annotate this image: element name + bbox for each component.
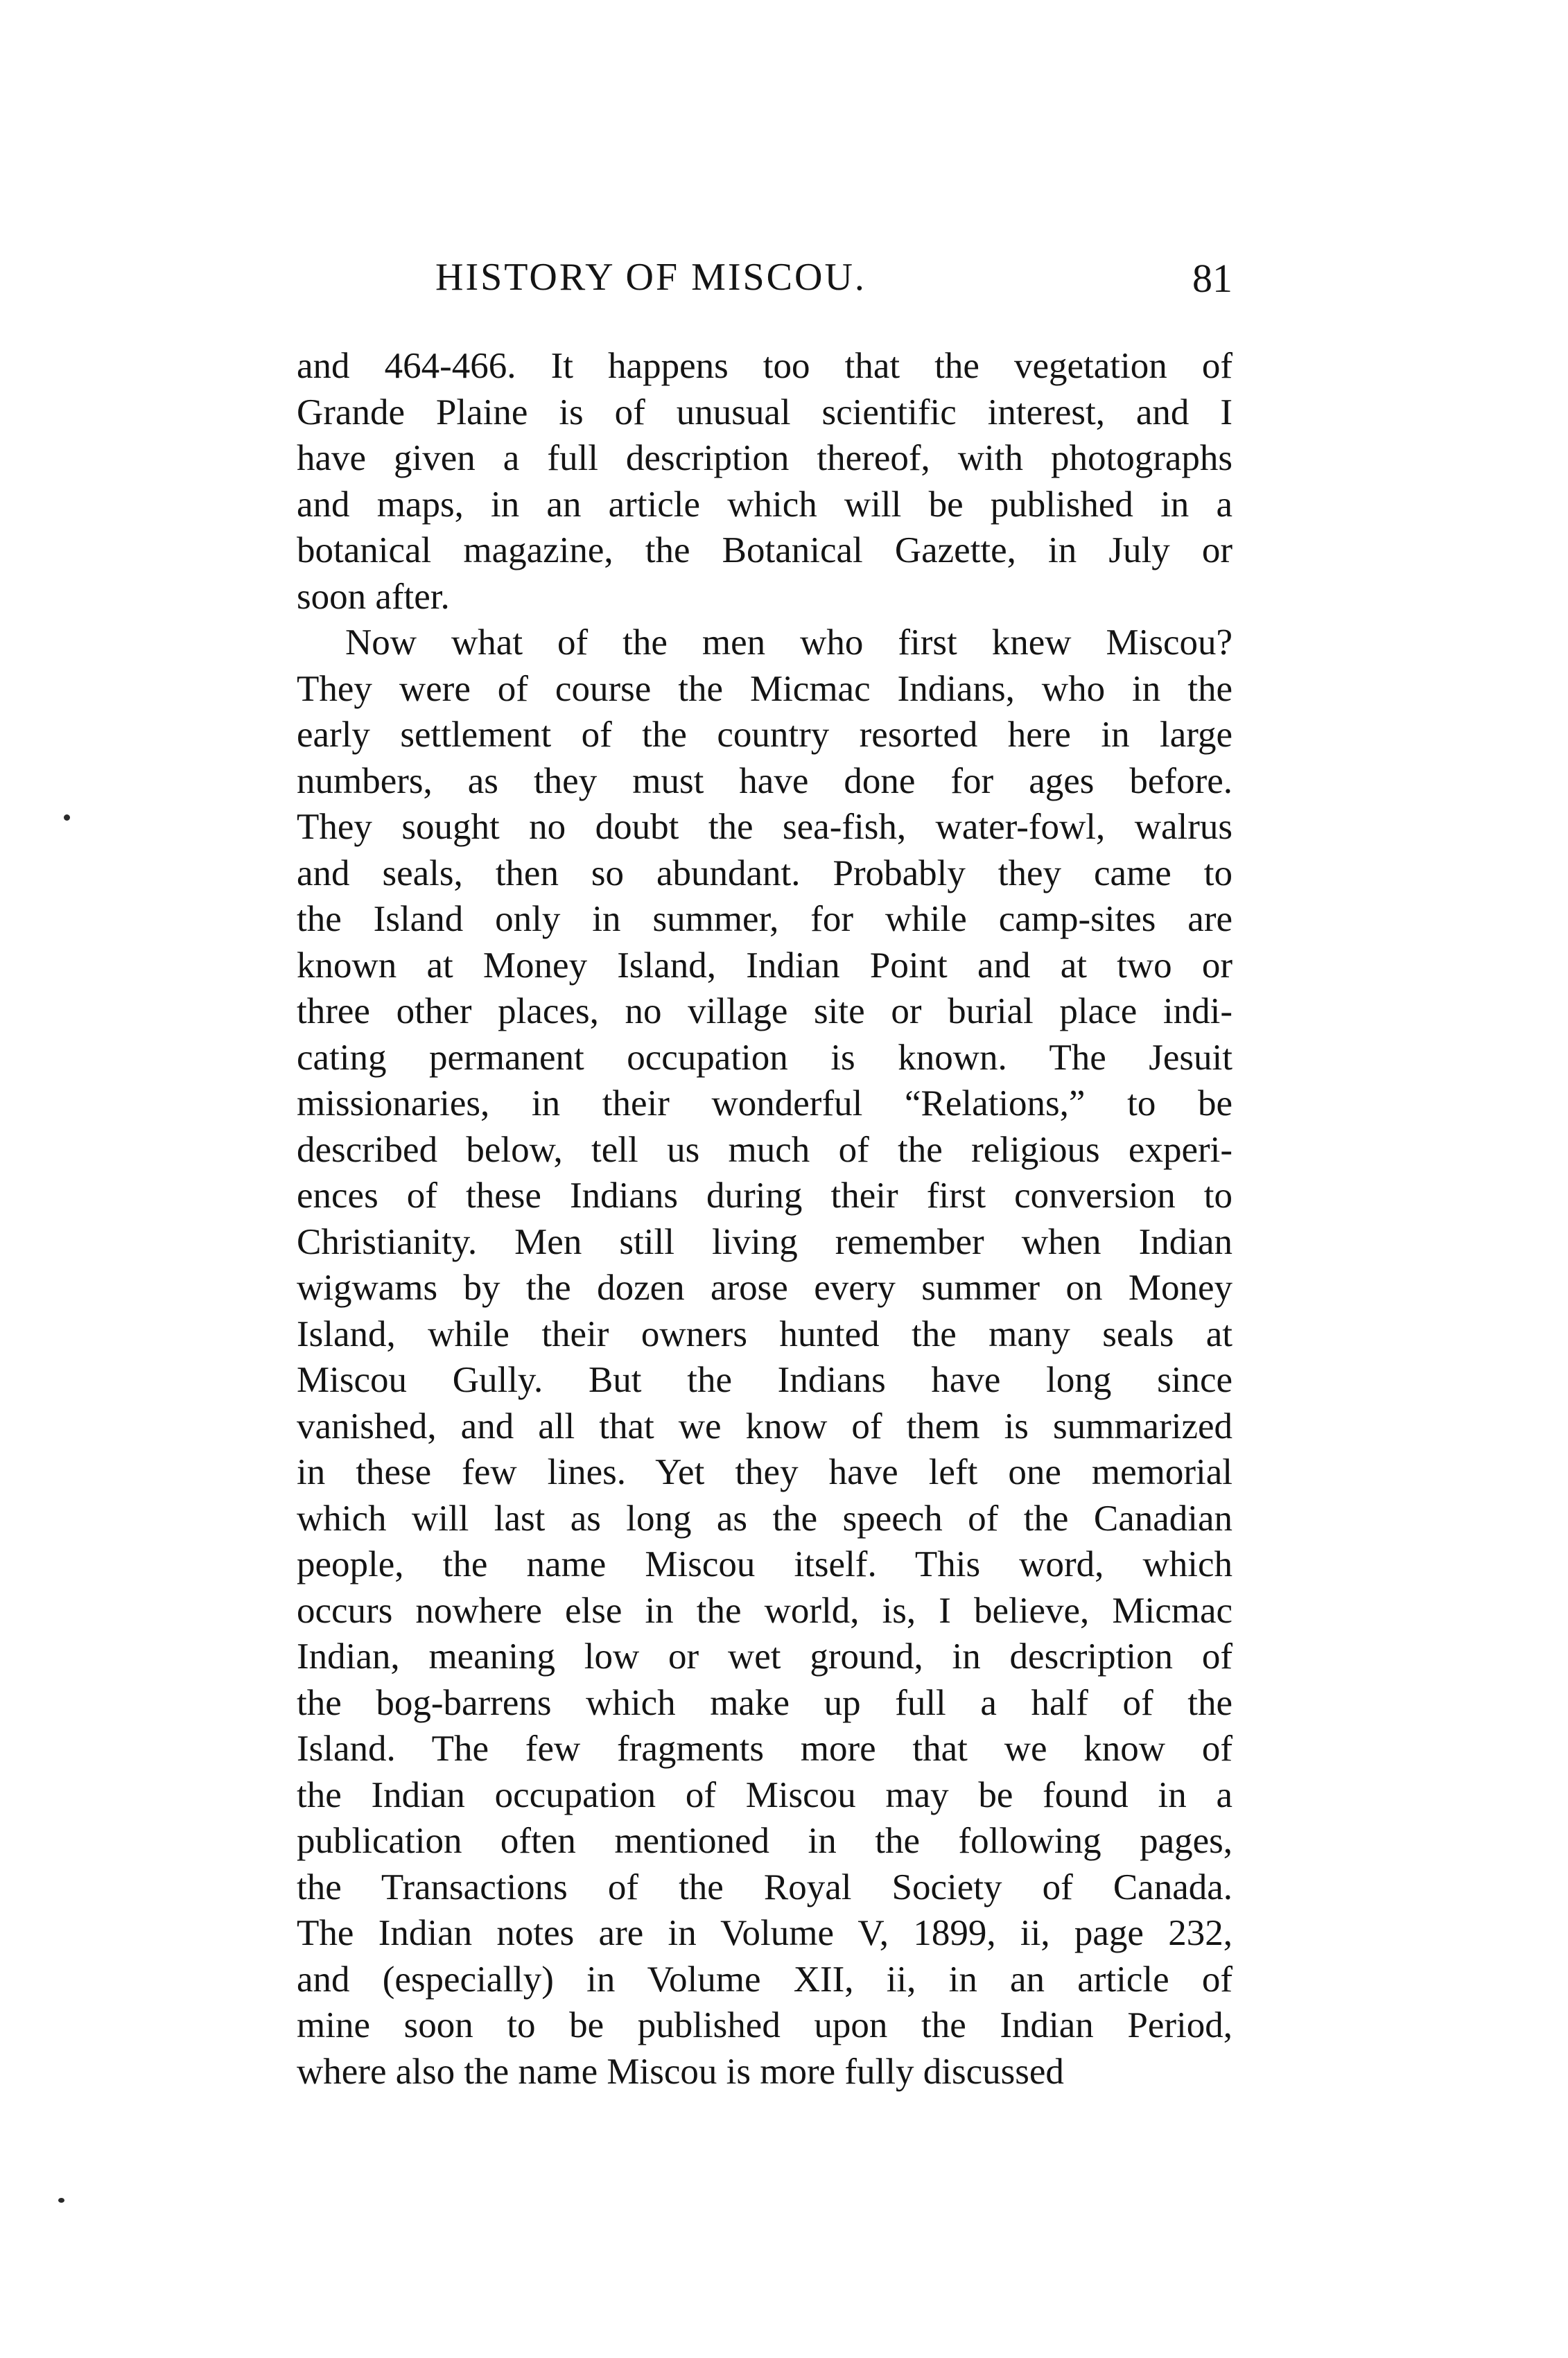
text-line: where also the name Miscou is more fully discussed — [297, 2051, 1064, 2092]
text-line: numbers, as they must have done for ages before. — [297, 760, 1232, 801]
text-line: three other places, no village site or burial place indi- — [297, 991, 1232, 1031]
text-line: people, the name Miscou itself. This word, which — [297, 1544, 1232, 1584]
text-line: Miscou Gully. But the Indians have long since — [297, 1360, 1232, 1400]
text-line: the Indian occupation of Miscou may be found in a — [297, 1774, 1232, 1815]
text-line: Indian, meaning low or wet ground, in description of — [297, 1636, 1232, 1677]
running-head: HISTORY OF MISCOU. — [435, 256, 866, 299]
page-number: 81 — [1192, 256, 1232, 301]
text-line: and seals, then so abundant. Probably they came to — [297, 853, 1232, 893]
text-line: vanished, and all that we know of them is summarized — [297, 1406, 1232, 1447]
text-line: Island. The few fragments more that we know of — [297, 1729, 1232, 1769]
text-line: the Island only in summer, for while camp-sites are — [297, 899, 1232, 939]
text-line: botanical magazine, the Botanical Gazette, in July or — [297, 530, 1232, 570]
text-line: occurs nowhere else in the world, is, I believe, Micmac — [297, 1590, 1232, 1631]
text-line: known at Money Island, Indian Point and at two or — [297, 945, 1232, 986]
text-line: cating permanent occupation is known. The Jesuit — [297, 1037, 1232, 1078]
text-line: the Transactions of the Royal Society of Canada. — [297, 1867, 1232, 1907]
text-line: missionaries, in their wonderful “Relations,” to be — [297, 1083, 1232, 1124]
text-line: Now what of the men who first knew Miscou? — [345, 622, 1232, 663]
text-line: Christianity. Men still living remember when Indian — [297, 1221, 1232, 1262]
text-line: ences of these Indians during their first conversion to — [297, 1176, 1232, 1216]
text-line: and (especially) in Volume XII, ii, in an article of — [297, 1959, 1232, 2000]
text-line: mine soon to be published upon the Indian Period, — [297, 2005, 1232, 2045]
body-text — [297, 343, 1232, 2095]
text-line: They were of course the Micmac Indians, who in the — [297, 668, 1232, 709]
text-line: early settlement of the country resorted here in large — [297, 715, 1232, 755]
text-line: soon after. — [297, 576, 450, 617]
text-line: the bog-barrens which make up full a half of the — [297, 1682, 1232, 1723]
text-line: They sought no doubt the sea-fish, water-fowl, walrus — [297, 807, 1232, 847]
scan-speck — [58, 2198, 64, 2203]
text-line: described below, tell us much of the religious experi- — [297, 1129, 1232, 1170]
text-line: and 464-466. It happens too that the vegetation of — [297, 346, 1232, 386]
text-line: wigwams by the dozen arose every summer on Money — [297, 1268, 1232, 1308]
scan-speck — [64, 814, 70, 821]
text-line: Island, while their owners hunted the many seals at — [297, 1313, 1232, 1354]
text-line: publication often mentioned in the following pages, — [297, 1821, 1232, 1861]
text-line: in these few lines. Yet they have left one memorial — [297, 1452, 1232, 1492]
text-line: and maps, in an article which will be published in a — [297, 484, 1232, 525]
text-line: Grande Plaine is of unusual scientific interest, and I — [297, 392, 1232, 433]
page-header — [297, 255, 1232, 311]
text-line: The Indian notes are in Volume V, 1899, ii, page 232, — [297, 1913, 1232, 1953]
text-line: have given a full description thereof, with photographs — [297, 438, 1232, 478]
text-line: which will last as long as the speech of the Canadian — [297, 1498, 1232, 1539]
